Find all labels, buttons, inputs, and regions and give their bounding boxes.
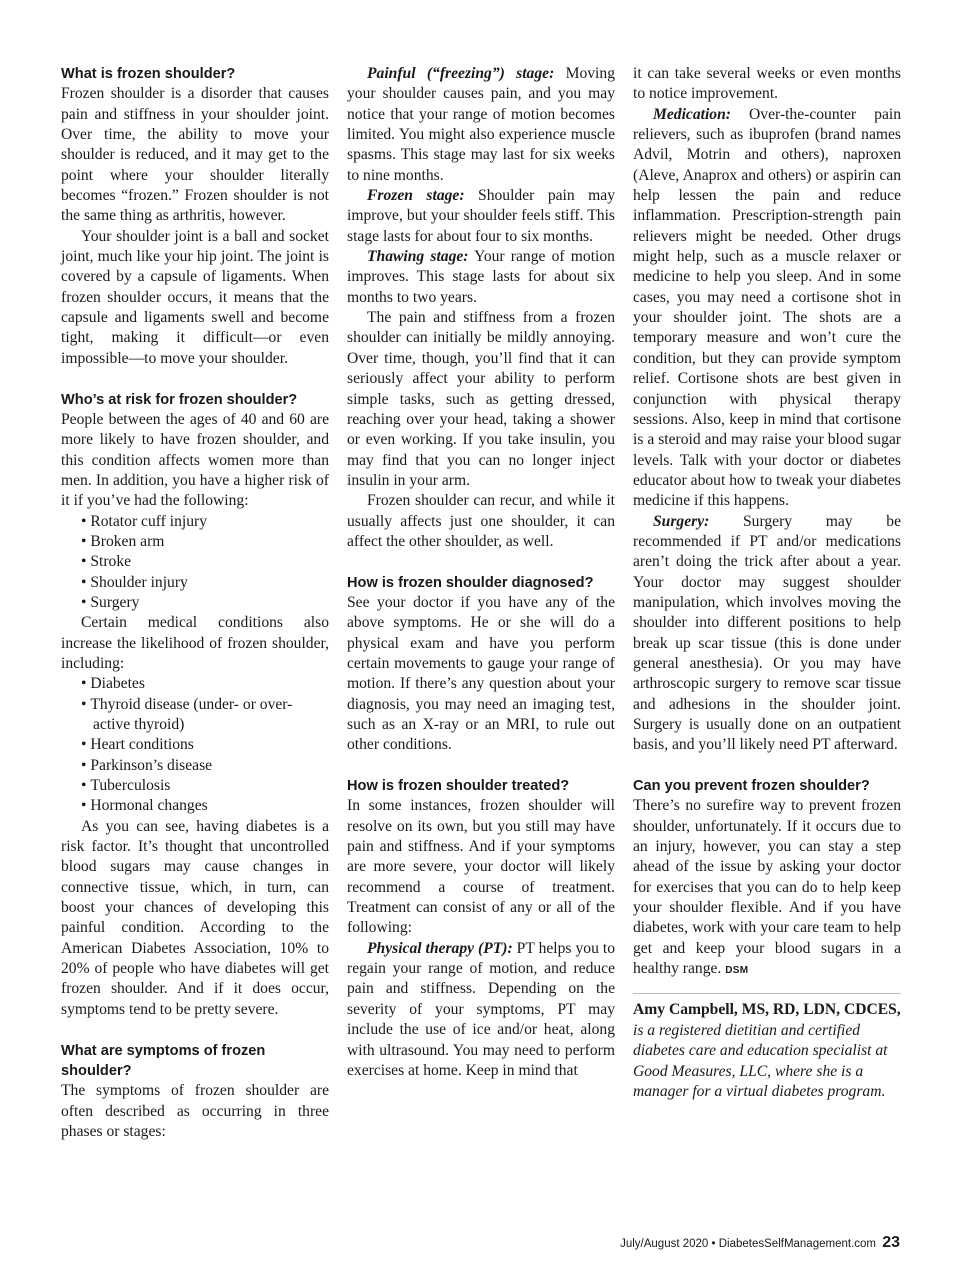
run-in-label: Thawing stage: <box>367 248 469 266</box>
paragraph-physical-therapy: Physical therapy (PT): PT helps you to regain your range of motion, and reduce pain and stiffness. Depending on the severity of your symptoms, PT may include the use of ice and/or heat, along with ultrasound. You may need to perform exercises at home. Keep in mind that <box>347 939 615 1079</box>
list-item: • Tuberculosis <box>81 776 329 796</box>
paragraph: There’s no surefire way to prevent frozen shoulder, unfortunately. If it occurs due to an injury, however, you can stay a step ahead of the issue by asking your doctor for exercises that you can do to help keep your shoulder flexible. And if you have diabetes, work with your care team to help get and keep your blood sugars in a healthy range. DSM <box>633 797 901 978</box>
paragraph: Your shoulder joint is a ball and socket joint, much like your hip joint. The joint is covered by a capsule of ligaments. When frozen shoulder occurs, it means that the capsule and ligaments swell and become tight, making it difficult—or even impossible—to move your shoulder. <box>61 227 329 367</box>
heading-symptoms: What are symptoms of frozen shoulder? <box>61 1042 266 1079</box>
heading-who-at-risk: Who’s at risk for frozen shoulder? <box>61 391 298 408</box>
list-item: • Heart conditions <box>81 735 329 755</box>
conditions-list <box>61 674 329 816</box>
paragraph: The symptoms of frozen shoulder are often described as occurring in three phases or stages: <box>61 1082 329 1140</box>
run-in-label: Physical therapy (PT): <box>367 939 513 957</box>
paragraph: People between the ages of 40 and 60 are more likely to have frozen shoulder, and this condition affects women more than men. In addition, you have a higher risk of it if you’ve had the following: <box>61 410 329 510</box>
page-footer <box>620 1234 900 1252</box>
author-bio <box>633 1000 901 1102</box>
paragraph: In some instances, frozen shoulder will resolve on its own, but you still may have pain and stiffness. And if your symptoms are more severe, your doctor will likely recommend a course of treatment. Treatment can consist of any or all of the following: <box>347 797 615 937</box>
list-item: • Diabetes <box>81 674 329 694</box>
list-item: • Hormonal changes <box>81 796 329 816</box>
author-name: Amy Campbell, MS, RD, LDN, CDCES, <box>633 1001 901 1019</box>
paragraph-thawing-stage: Thawing stage: Your range of motion improves. This stage lasts for about six months to two years. <box>347 248 615 306</box>
list-item: • Thyroid disease (under- or over-active thyroid) <box>81 695 329 736</box>
paragraph-medication: Medication: Over-the-counter pain relievers, such as ibuprofen (brand names Advil, Motrin and others), naproxen (Aleve, Anaprox and others) or aspirin can help lessen the pain and reduce inflammation. Prescription-strength pain relievers might be needed. Other drugs might help, such as a muscle relaxer or medicine to help you sleep. And in some cases, you may need a cortisone shot in your shoulder joint. The shots are a temporary measure and won’t cure the condition, but they can provide symptom relief. Cortisone shots are best given in conjunction with physical therapy sessions. Also, keep in mind that cortisone is a steroid and may raise your blood sugar levels. Talk with your doctor or diabetes educator about how to tweak your diabetes medicine if this happens. <box>633 105 901 510</box>
divider <box>633 993 901 994</box>
paragraph: The pain and stiffness from a frozen shoulder can initially be mildly annoying. Over time, though, you’ll find that it can seriously affect your ability to perform simple tasks, such as getting dressed, reaching over your head, taking a shower or even working. If you take insulin, you may find that you can no longer inject insulin in your arm. <box>347 309 615 489</box>
run-in-label: Frozen stage: <box>367 187 465 205</box>
list-item: • Surgery <box>81 593 329 613</box>
column-2 <box>347 64 615 1081</box>
list-item: • Broken arm <box>81 532 329 552</box>
paragraph-frozen-stage: Frozen stage: Shoulder pain may improve, but your shoulder feels stiff. This stage lasts for about four to six months. <box>347 187 615 245</box>
paragraph: Frozen shoulder is a disorder that causes pain and stiffness in your shoulder joint. Over time, the ability to move your shoulder is reduced, and it may get to the point where your shoulder literally becomes “frozen.” Frozen shoulder is not the same thing as arthritis, however. <box>61 85 329 225</box>
heading-what-is: What is frozen shoulder? <box>61 66 236 82</box>
run-in-label: Surgery: <box>653 512 710 530</box>
author-description: is a registered dietitian and certified diabetes care and education specialist at Good Measures, LLC, where she is a manager for a virtual diabetes program. <box>633 1021 888 1100</box>
heading-diagnosed: How is frozen shoulder diagnosed? <box>347 574 594 591</box>
column-1 <box>61 64 329 1142</box>
paragraph: See your doctor if you have any of the above symptoms. He or she will do a physical exam and have you perform certain movements to gauge your range of motion. If there’s any question about your diagnosis, you may need an imaging test, such as an X-ray or an MRI, to rule out other conditions. <box>347 593 615 754</box>
heading-treated: How is frozen shoulder treated? <box>347 778 570 795</box>
risk-list <box>61 512 329 614</box>
paragraph: Frozen shoulder can recur, and while it usually affects just one shoulder, it can affect the other shoulder, as well. <box>347 492 615 550</box>
paragraph-painful-stage: Painful (“freezing”) stage: Moving your shoulder causes pain, and you may notice that your range of motion becomes limited. You might also experience muscle spasms. This stage may last for six weeks to nine months. <box>347 65 615 184</box>
paragraph: Certain medical conditions also increase the likelihood of frozen shoulder, including: <box>61 614 329 672</box>
heading-prevent: Can you prevent frozen shoulder? <box>633 778 870 795</box>
issue-line: July/August 2020 • DiabetesSelfManagement.com <box>620 1238 876 1250</box>
end-mark: DSM <box>725 965 749 977</box>
list-item: • Parkinson’s disease <box>81 756 329 776</box>
paragraph-surgery: Surgery: Surgery may be recommended if PT and/or medications aren’t doing the trick after about a year. Your doctor may suggest shoulder manipulation, which involves moving the shoulder into different positions to help break up scar tissue (this is done under general anesthesia). Or you may have arthroscopic surgery to remove scar tissue and adhesions in the shoulder joint. Surgery is usually done on an outpatient basis, and you’ll likely need PT afterward. <box>633 512 901 754</box>
run-in-label: Painful (“freezing”) stage: <box>367 65 555 82</box>
list-item: • Stroke <box>81 552 329 572</box>
run-in-label: Medication: <box>653 105 731 123</box>
column-3 <box>633 64 901 1102</box>
list-item: • Shoulder injury <box>81 573 329 593</box>
paragraph: it can take several weeks or even months to notice improvement. <box>633 65 901 103</box>
page-number: 23 <box>882 1234 900 1251</box>
list-item: • Rotator cuff injury <box>81 512 329 532</box>
paragraph: As you can see, having diabetes is a risk factor. It’s thought that uncontrolled blood sugars may cause changes in connective tissue, which, in turn, can boost your chances of developing this painful condition. According to the American Diabetes Association, 10% to 20% of people who have diabetes will get frozen shoulder. And if it does occur, symptoms tend to be pretty severe. <box>61 817 329 1018</box>
